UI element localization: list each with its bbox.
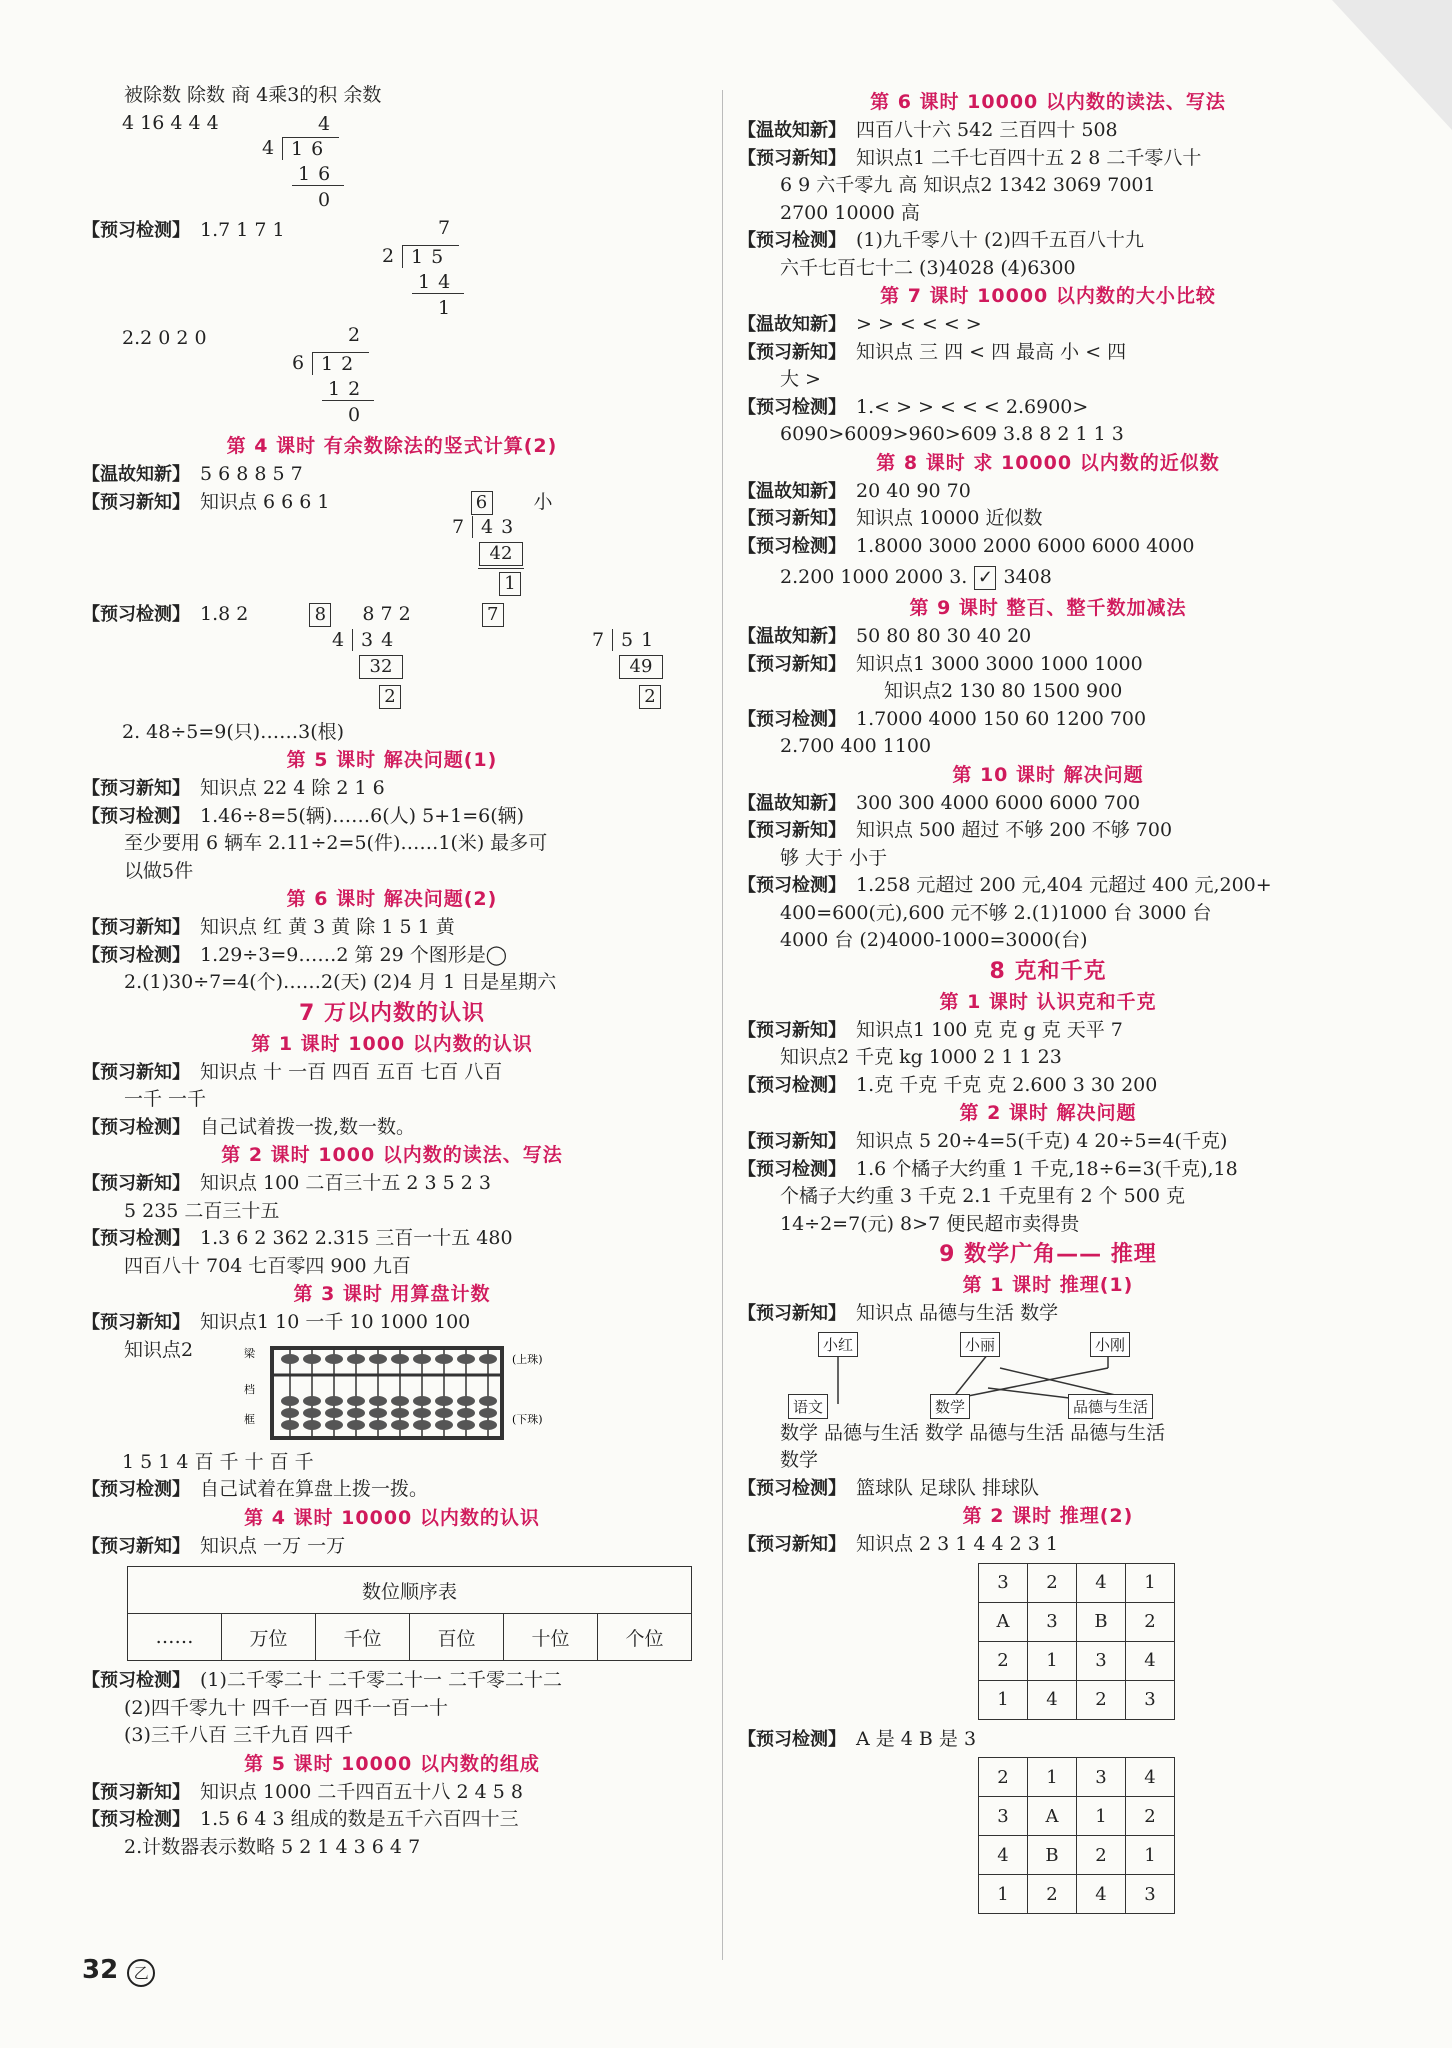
grid-cell: 4	[1028, 1680, 1077, 1719]
l4-preview	[82, 489, 702, 517]
grid-cell: 4	[1126, 1758, 1175, 1797]
grid-row	[979, 1602, 1175, 1641]
grid-row	[979, 1680, 1175, 1719]
label-check: 【预习检测】	[738, 875, 846, 896]
check-text: 8 7 2	[362, 603, 411, 625]
subject-moral: 品德与生活	[1068, 1394, 1153, 1419]
grid-row	[979, 1563, 1175, 1602]
long-division-1	[262, 113, 702, 217]
u7l2-check	[82, 1225, 702, 1253]
r-l6-check-b: 六千七百七十二 (3)4028 (4)6300	[780, 256, 1076, 279]
long-division-l4	[452, 516, 702, 601]
label-check: 【预习检测】	[738, 1477, 846, 1499]
u8-lesson-2-title: 第 2 课时 解决问题	[959, 1102, 1137, 1124]
review-text: 20 40 90 70	[856, 479, 971, 502]
long-division-2	[382, 216, 702, 325]
u7-lesson-1-title: 第 1 课时 1000 以内数的认识	[251, 1032, 533, 1055]
grid-cell: 3	[1077, 1758, 1126, 1797]
label-check: 【预习检测】	[82, 944, 190, 966]
preview-small: 小	[533, 490, 553, 513]
r-l8-preview	[738, 505, 1358, 533]
r-lesson-6-title: 第 6 课时 10000 以内数的读法、写法	[870, 91, 1226, 113]
preview-text: 知识点 1000 二千四百五十八 2 4 5 8	[200, 1780, 523, 1803]
preview-text: 知识点 品德与生活 数学	[856, 1302, 1059, 1324]
r-lesson-8-title: 第 8 课时 求 10000 以内数的近似数	[876, 451, 1220, 474]
long-division-l4b	[592, 629, 672, 719]
left-column	[82, 82, 702, 1861]
label-review: 【温故知新】	[82, 464, 190, 485]
label-review: 【温故知新】	[738, 480, 846, 502]
label-check: 【预习检测】	[738, 1728, 846, 1750]
grid-cell: 2	[1077, 1680, 1126, 1719]
place-value-table	[127, 1566, 692, 1661]
r-l8-check-b	[738, 560, 1358, 594]
label-check: 【预习检测】	[82, 805, 190, 827]
preview-text: 知识点1 10 一千 10 1000 100	[200, 1311, 471, 1333]
grid-row	[979, 1758, 1175, 1797]
division-quotient: 2	[348, 324, 361, 346]
grid-cell: 2	[1077, 1836, 1126, 1875]
label-review: 【温故知新】	[738, 120, 846, 141]
u7l4-check	[82, 1667, 702, 1695]
r-l10-review	[738, 790, 1358, 818]
answer-box: 2	[379, 685, 401, 709]
l4-divisions	[82, 629, 702, 719]
division-divisor: 2	[382, 244, 395, 267]
label-preview: 【预习新知】	[738, 341, 846, 363]
answer-box: 49	[619, 655, 663, 679]
grid-cell: 3	[1126, 1875, 1175, 1914]
preview-text: 知识点 22 4 除 2 1 6	[200, 777, 385, 799]
label-preview: 【预习新知】	[82, 1535, 190, 1557]
label-review: 【温故知新】	[738, 626, 846, 647]
check-text: 1.29÷3=9……2 第 29 个图形是◯	[200, 943, 507, 966]
r-l7-preview	[738, 339, 1358, 367]
r-l6-preview-b: 6 9 六千零九 高 知识点2 1342 3069 7001	[780, 174, 1156, 196]
label-review: 【温故知新】	[738, 792, 846, 814]
lesson-6-title: 第 6 课时 解决问题(2)	[286, 888, 498, 910]
division-quotient: 7	[438, 216, 451, 239]
r-lesson-9-title: 第 9 课时 整百、整千数加减法	[909, 597, 1187, 619]
check-text: 1.5 6 4 3 组成的数是五千六百四十三	[200, 1808, 519, 1830]
u7-lesson-5-title: 第 5 课时 10000 以内数的组成	[244, 1752, 540, 1775]
r-l9-check-b: 2.700 400 1100	[780, 735, 932, 757]
division-remainder: 1	[438, 296, 451, 319]
review-text: 四百八十六 542 三百四十 508	[856, 119, 1118, 141]
label-preview: 【预习新知】	[82, 1061, 190, 1083]
preview-text: 知识点1 二千七百四十五 2 8 二千零八十	[856, 146, 1202, 169]
grid-cell: A	[979, 1602, 1028, 1641]
grid-cell: 3	[979, 1797, 1028, 1836]
answer-box: 6	[471, 491, 493, 515]
check-text: (1)九千零八十 (2)四千五百八十九	[856, 229, 1144, 251]
place-value-cell: 十位	[503, 1614, 597, 1661]
label-preview: 【预习新知】	[82, 917, 190, 938]
r-l10-check	[738, 872, 1358, 900]
preview-text: 知识点 三 四 < 四 最高 小 < 四	[856, 340, 1127, 363]
check-text: 1.克 千克 千克 克 2.600 3 30 200	[856, 1073, 1158, 1096]
abacus-frame-label: 框	[244, 1412, 255, 1426]
label-check: 【预习检测】	[82, 1228, 190, 1249]
division-dividend: 34	[352, 629, 409, 651]
r-l6-check	[738, 227, 1358, 255]
abacus-beam-label: 梁	[244, 1346, 255, 1360]
division-divisor: 7	[452, 516, 465, 538]
u8-lesson-1-title: 第 1 课时 认识克和千克	[939, 990, 1157, 1013]
r-l9-check	[738, 706, 1358, 734]
grid-cell: 1	[1028, 1641, 1077, 1680]
label-preview: 【预习新知】	[82, 1781, 190, 1803]
l4-check-2: 2. 48÷5=9(只)……3(根)	[122, 720, 345, 743]
logic-grid-2	[978, 1757, 1175, 1914]
u7-lesson-4-title: 第 4 课时 10000 以内数的认识	[244, 1506, 540, 1529]
grid-cell: 1	[979, 1875, 1028, 1914]
preview-text: 知识点 一万 一万	[200, 1534, 346, 1557]
u7-lesson-2-title: 第 2 课时 1000 以内数的读法、写法	[221, 1144, 563, 1166]
answer-box: 2	[639, 685, 661, 709]
label-check: 【预习检测】	[738, 1074, 846, 1096]
grid-cell: 3	[1028, 1602, 1077, 1641]
review-text: 50 80 80 30 40 20	[856, 625, 1032, 647]
label-check: 【预习检测】	[82, 1809, 190, 1830]
answer-box: 42	[479, 542, 523, 566]
abacus-block	[82, 1337, 702, 1449]
grid-cell: 3	[1077, 1641, 1126, 1680]
u7l4-check-b: (2)四千零九十 四千一百 四千一百一十	[124, 1696, 448, 1719]
matching-diagram	[738, 1328, 1358, 1420]
preview-text: 知识点 红 黄 3 黄 除 1 5 1 黄	[200, 916, 455, 938]
division-divisor: 4	[332, 628, 345, 651]
grid-cell: 2	[1126, 1602, 1175, 1641]
grid-row	[979, 1875, 1175, 1914]
check-line	[82, 217, 702, 245]
label-preview: 【预习新知】	[738, 1131, 846, 1152]
r-l7-check	[738, 394, 1358, 422]
u7l2-preview	[82, 1170, 702, 1198]
r-l6-review	[738, 117, 1358, 145]
r-l7-check-b: 6090>6009>960>609 3.8 8 2 1 1 3	[780, 423, 1124, 445]
label-check: 【预习检测】	[738, 535, 846, 557]
check-text: 1.8 2	[200, 603, 249, 625]
intro-values: 4 16 4 4 4	[122, 111, 219, 134]
division-dividend: 15	[402, 245, 459, 268]
label-preview: 【预习新知】	[82, 1173, 190, 1194]
label-preview: 【预习新知】	[738, 508, 846, 529]
check-text: (1)二千零二十 二千零二十一 二千零二十二	[200, 1669, 562, 1691]
grid-row	[979, 1797, 1175, 1836]
u9l1-after: 数学 品德与生活 数学 品德与生活 品德与生活	[780, 1421, 1166, 1444]
u9l1-check	[738, 1475, 1358, 1503]
grid-cell: 4	[979, 1836, 1028, 1875]
subject-chinese: 语文	[788, 1394, 828, 1419]
l4-review	[82, 461, 702, 489]
label-check: 【预习检测】	[738, 396, 846, 418]
l5-check-b: 至少要用 6 辆车 2.11÷2=5(件)……1(米) 最多可	[124, 832, 548, 854]
check-text: 1.< > > < < < 2.6900>	[856, 395, 1089, 418]
r-l7-review	[738, 311, 1358, 339]
u7l4-preview	[82, 1533, 702, 1561]
r-l9-preview	[738, 651, 1358, 679]
u9l1-preview	[738, 1300, 1358, 1328]
u8l2-check-b: 个橘子大约重 3 千克 2.1 千克里有 2 个 500 克	[780, 1185, 1185, 1207]
label-check: 【预习检测】	[82, 1116, 190, 1138]
check-text: 1.8000 3000 2000 6000 6000 4000	[856, 534, 1195, 557]
check-text: 篮球队 足球队 排球队	[856, 1476, 1040, 1499]
abacus-lower-label: (下珠)	[512, 1412, 543, 1426]
check-text: 1.6 个橘子大约重 1 千克,18÷6=3(千克),18	[856, 1157, 1238, 1180]
grid-cell: 1	[979, 1680, 1028, 1719]
grid-cell: 1	[1077, 1797, 1126, 1836]
review-text: 5 6 8 8 5 7	[200, 463, 303, 485]
division-dividend: 12	[312, 352, 369, 375]
u7l4-check-c: (3)三千八百 三千九百 四千	[124, 1724, 353, 1746]
l6-preview	[82, 914, 702, 942]
division-product: 14	[412, 271, 464, 294]
check-text: 3408	[1003, 566, 1052, 588]
u9l1-after-b: 数学	[780, 1449, 819, 1471]
place-value-cell: 百位	[409, 1614, 503, 1661]
r-l10-preview	[738, 817, 1358, 845]
grid-cell: 3	[1126, 1680, 1175, 1719]
intro-header: 被除数 除数 商 4乘3的积 余数	[124, 84, 382, 106]
r-l10-check-b: 400=600(元),600 元不够 2.(1)1000 台 3000 台	[780, 901, 1212, 924]
check-text: 1.258 元超过 200 元,404 元超过 400 元,200+	[856, 874, 1272, 896]
u7l5-check-b: 2.计数器表示数略 5 2 1 4 3 6 4 7	[124, 1835, 421, 1858]
label-preview: 【预习新知】	[738, 1534, 846, 1555]
u7l2-preview-b: 5 235 二百三十五	[124, 1199, 280, 1222]
unit-7-title: 7 万以内数的认识	[299, 1000, 485, 1026]
label-preview: 【预习新知】	[738, 820, 846, 841]
division-dividend: 43	[472, 516, 529, 538]
u8l1-preview-b: 知识点2 千克 kg 1000 2 1 1 23	[780, 1046, 1062, 1068]
r-l8-review	[738, 478, 1358, 506]
review-text: 300 300 4000 6000 6000 700	[856, 791, 1141, 814]
check-text: 1.3 6 2 362 2.315 三百一十五 480	[200, 1227, 513, 1249]
grid-cell: 1	[1126, 1563, 1175, 1602]
division-product: 16	[292, 163, 344, 186]
grid-cell: B	[1028, 1836, 1077, 1875]
unit-8-title: 8 克和千克	[989, 958, 1107, 984]
abacus-upper-label: (上珠)	[512, 1352, 543, 1366]
u9l2-check	[738, 1726, 1358, 1754]
r-l9-review	[738, 623, 1358, 651]
label-check: 【预习检测】	[738, 230, 846, 251]
r-l10-check-c: 4000 台 (2)4000-1000=3000(台)	[780, 929, 1088, 951]
long-division-3	[292, 324, 702, 432]
place-value-cell: 个位	[597, 1614, 691, 1661]
u9-lesson-2-title: 第 2 课时 推理(2)	[962, 1505, 1134, 1527]
label-check: 【预习检测】	[738, 1158, 846, 1180]
division-dividend: 51	[612, 629, 669, 651]
u7l1-check	[82, 1114, 702, 1142]
edition-mark: 乙	[127, 1959, 155, 1987]
abacus-rod-label: 档	[244, 1382, 255, 1396]
review-text: > > < < < >	[856, 313, 982, 335]
answer-box: 8	[309, 603, 331, 627]
label-preview: 【预习新知】	[82, 491, 190, 513]
u8l2-check-c: 14÷2=7(元) 8>7 便民超市卖得贵	[780, 1212, 1080, 1235]
place-value-cell: ……	[128, 1614, 222, 1661]
label-preview: 【预习新知】	[738, 1019, 846, 1041]
label-review: 【温故知新】	[738, 314, 846, 335]
place-value-table-title: 数位顺序表	[128, 1567, 692, 1614]
grid-cell: A	[1028, 1797, 1077, 1836]
unit-9-title: 9 数学广角—— 推理	[939, 1242, 1157, 1267]
r-l9-preview-b: 知识点2 130 80 1500 900	[884, 680, 1123, 702]
answer-box: 7	[482, 603, 504, 627]
grid-cell: 4	[1077, 1563, 1126, 1602]
preview-text: 知识点 500 超过 不够 200 不够 700	[856, 819, 1173, 841]
check-text: 2.200 1000 2000 3.	[780, 566, 968, 588]
answer-box: 32	[359, 655, 403, 679]
label-preview: 【预习新知】	[82, 778, 190, 799]
preview-text: 知识点 6 6 6 1	[200, 490, 330, 513]
u8l2-check	[738, 1156, 1358, 1184]
answer-box: 1	[499, 572, 521, 596]
preview-text: 知识点1 3000 3000 1000 1000	[856, 652, 1143, 675]
division-remainder: 0	[348, 404, 361, 426]
check-mark-icon: ✓	[974, 566, 996, 590]
preview-text: 知识点 100 二百三十五 2 3 5 2 3	[200, 1172, 491, 1194]
lesson-5-title: 第 5 课时 解决问题(1)	[286, 749, 498, 771]
label-preview: 【预习新知】	[738, 1303, 846, 1324]
person-xiaogang: 小刚	[1090, 1332, 1130, 1357]
right-column	[738, 88, 1358, 1920]
lesson-4-title: 第 4 课时 有余数除法的竖式计算(2)	[226, 435, 558, 457]
preview-text: 知识点 5 20÷4=5(千克) 4 20÷5=4(千克)	[856, 1130, 1228, 1152]
long-division-l4a	[332, 629, 412, 719]
l5-check-c: 以做5件	[124, 859, 194, 882]
u7l2-check-b: 四百八十 704 七百零四 900 九百	[124, 1254, 411, 1277]
label-check: 【预习检测】	[82, 604, 190, 625]
label-preview: 【预习新知】	[82, 1312, 190, 1333]
check-2: 2.2 0 2 0	[122, 326, 207, 349]
division-divisor: 7	[592, 628, 605, 651]
l6-check-2: 2.(1)30÷7=4(个)……2(天) (2)4 月 1 日是星期六	[124, 971, 557, 993]
grid-cell: 2	[1126, 1797, 1175, 1836]
u7l5-preview	[82, 1779, 702, 1807]
r-l6-preview	[738, 145, 1358, 173]
division-divisor: 4	[262, 137, 275, 159]
u9l2-preview	[738, 1531, 1358, 1559]
grid-cell: 4	[1126, 1641, 1175, 1680]
check-text: 1.7 1 7 1	[200, 219, 285, 241]
check-text: 自己试着在算盘上拨一拨。	[200, 1478, 429, 1500]
label-preview: 【预习新知】	[738, 147, 846, 169]
u7l3-check	[82, 1476, 702, 1504]
l5-preview	[82, 775, 702, 803]
abacus-diagram	[242, 1343, 572, 1443]
r-l6-preview-c: 2700 10000 高	[780, 201, 920, 224]
label-preview: 【预习新知】	[738, 653, 846, 675]
division-product: 12	[322, 378, 374, 401]
u7l1-preview-b: 一千 一千	[124, 1088, 207, 1110]
label-check: 【预习检测】	[82, 220, 190, 241]
l5-check	[82, 803, 702, 831]
grid-row	[979, 1641, 1175, 1680]
u7l3-preview	[82, 1309, 702, 1337]
check-text: A 是 4 B 是 3	[856, 1727, 977, 1750]
preview-text: 知识点 十 一百 四百 五百 七百 八百	[200, 1060, 503, 1083]
u8l1-preview	[738, 1017, 1358, 1045]
check-text: 1.7000 4000 150 60 1200 700	[856, 707, 1147, 730]
subject-math: 数学	[930, 1394, 970, 1419]
knowledge-point-2: 知识点2	[124, 1338, 194, 1361]
r-l7-preview-b: 大 >	[780, 368, 821, 390]
place-value-cell: 万位	[221, 1614, 315, 1661]
u7-lesson-3-title: 第 3 课时 用算盘计数	[293, 1283, 491, 1305]
person-xiaoli: 小丽	[960, 1332, 1000, 1357]
u8l1-check	[738, 1072, 1358, 1100]
grid-row	[979, 1836, 1175, 1875]
r-lesson-7-title: 第 7 课时 10000 以内数的大小比较	[880, 285, 1216, 307]
division-dividend: 16	[282, 137, 339, 160]
grid-cell: 1	[1028, 1758, 1077, 1797]
check-text: 自己试着拨一拨,数一数。	[200, 1115, 416, 1138]
l6-check	[82, 942, 702, 970]
r-lesson-10-title: 第 10 课时 解决问题	[952, 763, 1144, 786]
grid-cell: 2	[1028, 1875, 1077, 1914]
grid-cell: 1	[1126, 1836, 1175, 1875]
grid-cell: 2	[979, 1641, 1028, 1680]
preview-text: 知识点1 100 克 克 g 克 天平 7	[856, 1018, 1123, 1041]
u7l3-after: 1 5 1 4 百 千 十 百 千	[122, 1450, 314, 1473]
grid-cell: 4	[1077, 1875, 1126, 1914]
preview-text: 知识点 10000 近似数	[856, 507, 1043, 529]
label-check: 【预习检测】	[738, 708, 846, 730]
grid-cell: 2	[979, 1758, 1028, 1797]
label-check: 【预习检测】	[82, 1670, 190, 1691]
check-text: 1.46÷8=5(辆)……6(人) 5+1=6(辆)	[200, 804, 525, 827]
column-divider	[722, 90, 723, 1960]
label-check: 【预习检测】	[82, 1479, 190, 1500]
page-number	[82, 1955, 155, 1987]
logic-grid-1	[978, 1563, 1175, 1720]
grid-cell: B	[1077, 1602, 1126, 1641]
r-l10-preview-b: 够 大于 小于	[780, 846, 888, 869]
grid-cell: 2	[1028, 1563, 1077, 1602]
preview-text: 知识点 2 3 1 4 4 2 3 1	[856, 1533, 1059, 1555]
l4-check	[82, 601, 702, 629]
u9-lesson-1-title: 第 1 课时 推理(1)	[962, 1274, 1134, 1296]
division-quotient: 4	[318, 113, 331, 135]
division-remainder: 0	[318, 189, 331, 211]
r-l8-check	[738, 533, 1358, 561]
place-value-cell: 千位	[315, 1614, 409, 1661]
division-divisor: 6	[292, 352, 305, 374]
u8l2-preview	[738, 1128, 1358, 1156]
u7l5-check	[82, 1806, 702, 1834]
person-xiaohong: 小红	[818, 1332, 858, 1357]
page-number-value: 32	[82, 1955, 119, 1985]
u7l1-preview	[82, 1059, 702, 1087]
grid-cell: 3	[979, 1563, 1028, 1602]
